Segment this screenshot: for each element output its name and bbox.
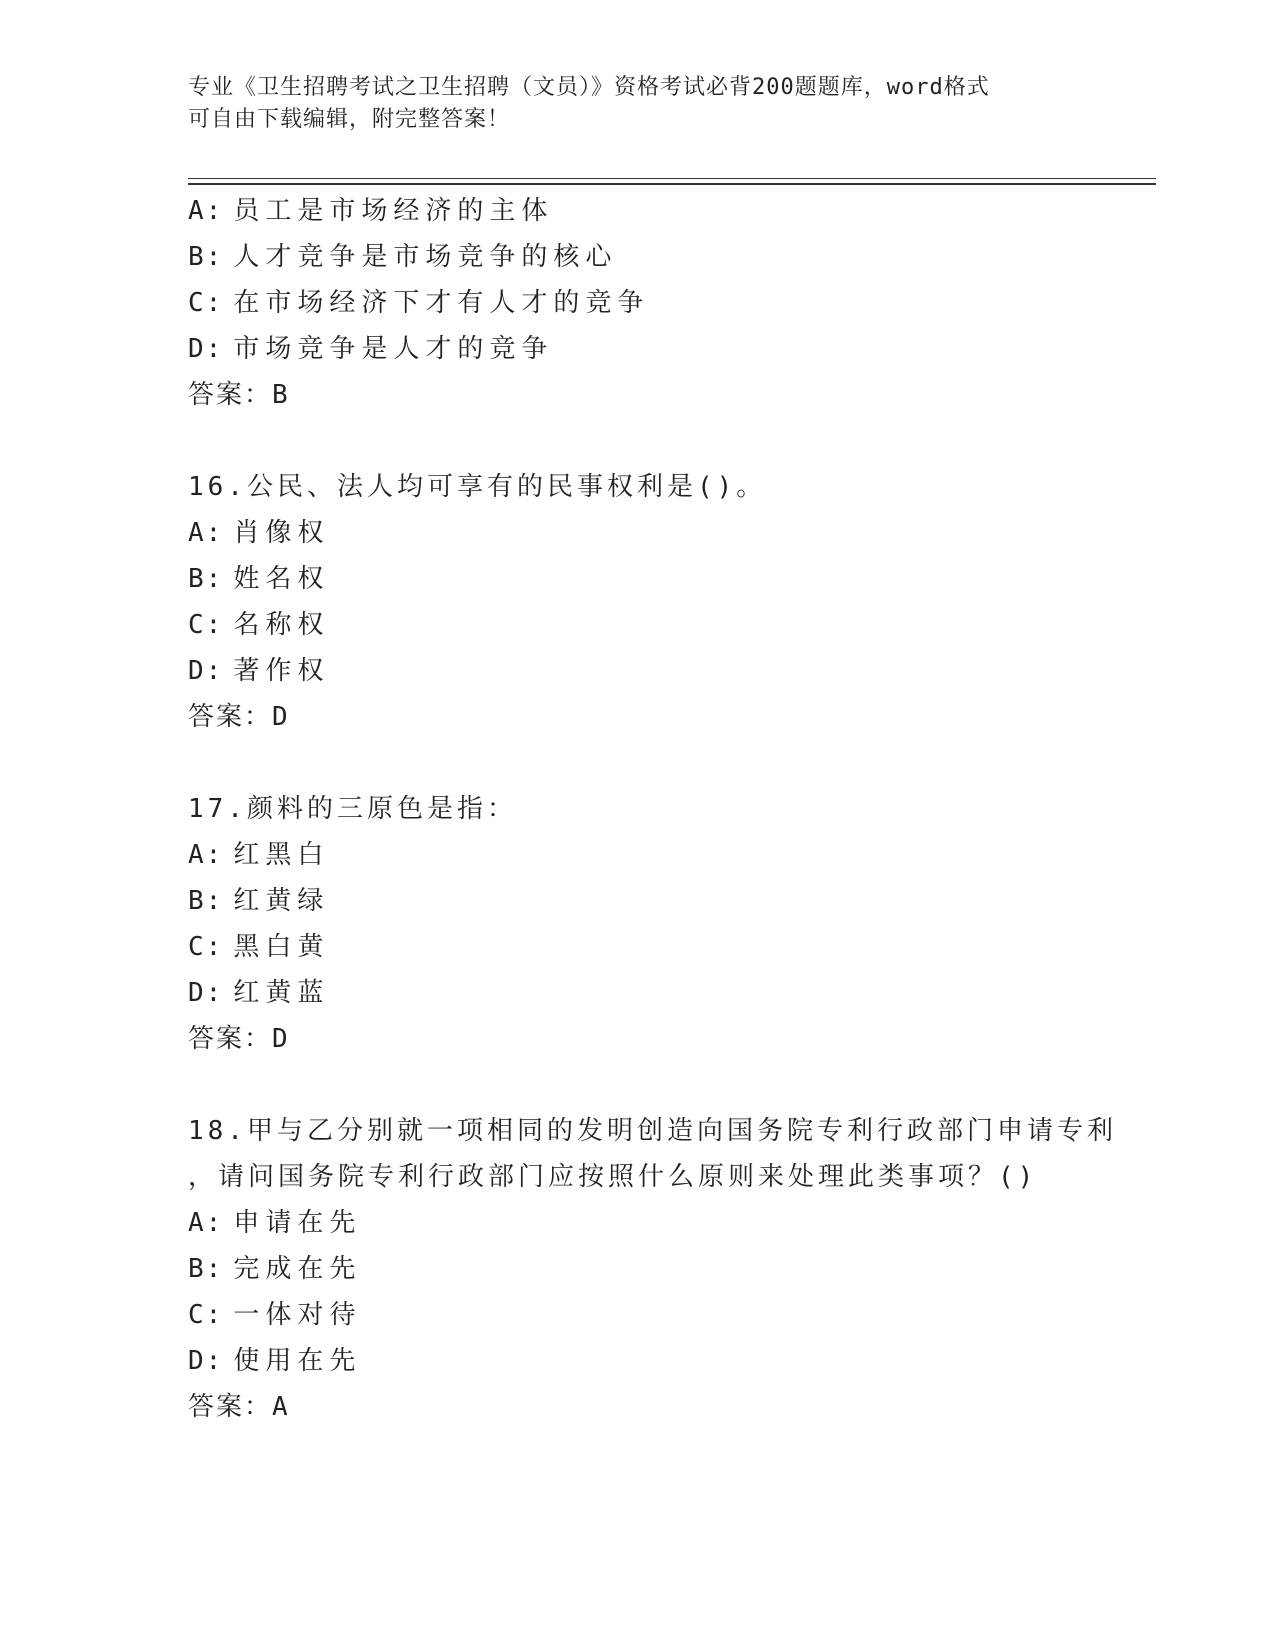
document-header	[188, 72, 1088, 136]
option-text: 肖像权	[233, 518, 330, 548]
option-letter: B:	[188, 564, 224, 594]
option-letter: D:	[188, 978, 224, 1008]
option-d	[188, 326, 1156, 372]
question-list	[188, 188, 1156, 1430]
option-a	[188, 1200, 1156, 1246]
option-letter: B:	[188, 242, 224, 272]
option-text: 姓名权	[233, 564, 330, 594]
option-b	[188, 234, 1156, 280]
option-letter: A:	[188, 518, 224, 548]
option-letter: A:	[188, 1208, 224, 1238]
option-b	[188, 556, 1156, 602]
option-text: 市场竞争是人才的竞争	[233, 334, 554, 364]
question-17	[188, 786, 1156, 1062]
header-line-2: 可自由下载编辑，附完整答案！	[188, 107, 511, 132]
option-text: 红黄蓝	[233, 978, 330, 1008]
question-15	[188, 188, 1156, 418]
option-text: 申请在先	[233, 1208, 362, 1238]
option-text: 员工是市场经济的主体	[233, 196, 554, 226]
option-text: 完成在先	[233, 1254, 362, 1284]
answer: 答案：D	[188, 1024, 290, 1054]
option-letter: B:	[188, 1254, 224, 1284]
question-text-line-1: 18.甲与乙分别就一项相同的发明创造向国务院专利行政部门申请专利	[188, 1116, 1117, 1146]
answer: 答案：B	[188, 380, 290, 410]
option-letter: C:	[188, 610, 224, 640]
option-d	[188, 1338, 1156, 1384]
option-letter: C:	[188, 288, 224, 318]
option-c	[188, 280, 1156, 326]
header-divider-thin	[188, 178, 1156, 179]
spacer	[188, 418, 1156, 464]
option-a	[188, 188, 1156, 234]
header-divider-thick	[188, 183, 1156, 185]
option-b	[188, 878, 1156, 924]
option-text: 红黄绿	[233, 886, 330, 916]
option-letter: B:	[188, 886, 224, 916]
option-c	[188, 1292, 1156, 1338]
option-text: 一体对待	[233, 1300, 362, 1330]
option-letter: D:	[188, 656, 224, 686]
spacer	[188, 740, 1156, 786]
option-c	[188, 602, 1156, 648]
option-letter: C:	[188, 932, 224, 962]
question-text: 16.公民、法人均可享有的民事权利是()。	[188, 472, 767, 502]
option-text: 在市场经济下才有人才的竞争	[233, 288, 650, 318]
answer: 答案：A	[188, 1392, 290, 1422]
option-b	[188, 1246, 1156, 1292]
option-letter: A:	[188, 196, 224, 226]
option-text: 名称权	[233, 610, 330, 640]
option-a	[188, 832, 1156, 878]
option-d	[188, 970, 1156, 1016]
option-letter: A:	[188, 840, 224, 870]
option-text: 人才竞争是市场竞争的核心	[233, 242, 618, 272]
option-c	[188, 924, 1156, 970]
option-d	[188, 648, 1156, 694]
question-text-line-2: ，请问国务院专利行政部门应按照什么原则来处理此类事项？()	[188, 1162, 1038, 1192]
answer: 答案：D	[188, 702, 290, 732]
option-text: 黑白黄	[233, 932, 330, 962]
option-text: 著作权	[233, 656, 330, 686]
question-text: 17.颜料的三原色是指：	[188, 794, 517, 824]
option-letter: D:	[188, 334, 224, 364]
option-text: 使用在先	[233, 1346, 362, 1376]
spacer	[188, 1062, 1156, 1108]
option-letter: C:	[188, 1300, 224, 1330]
question-16	[188, 464, 1156, 740]
option-a	[188, 510, 1156, 556]
option-letter: D:	[188, 1346, 224, 1376]
option-text: 红黑白	[233, 840, 330, 870]
header-line-1: 专业《卫生招聘考试之卫生招聘（文员）》资格考试必背200题题库，word格式	[188, 75, 990, 100]
question-18	[188, 1108, 1156, 1430]
